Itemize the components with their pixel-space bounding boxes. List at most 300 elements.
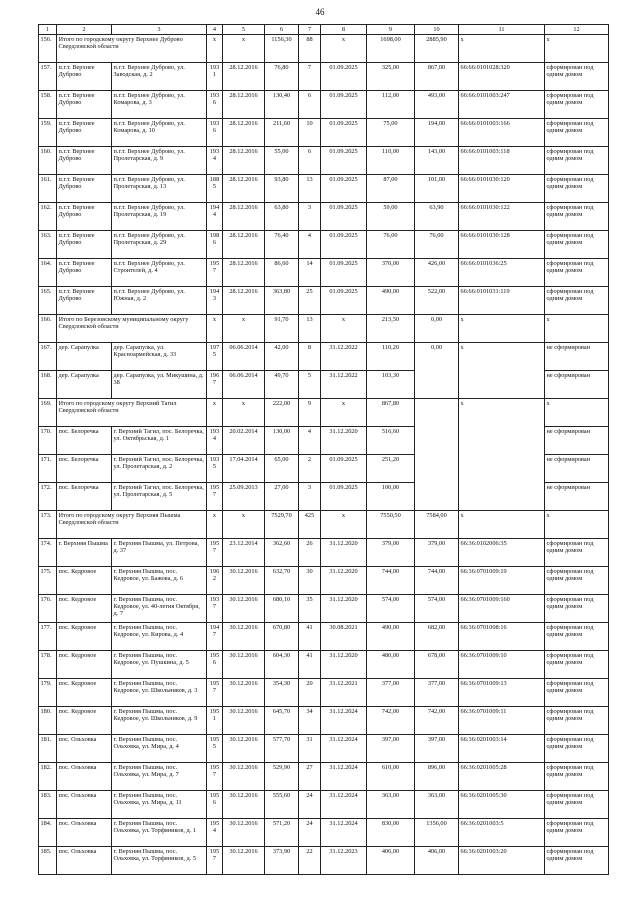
table-row [39, 847, 609, 875]
table-row [39, 259, 609, 287]
cell-count: 13 [299, 315, 321, 343]
cell-area: 86,60 [265, 259, 299, 287]
cell-value-10: 896,00 [415, 763, 459, 791]
cell-year: 1956 [207, 791, 223, 819]
cell-locality: пос. Ольховка [57, 791, 112, 819]
cell-value-9: 112,00 [367, 91, 415, 119]
cell-number: 159. [39, 119, 57, 147]
cell-area: 130,40 [265, 91, 299, 119]
cell-area: 577,70 [265, 735, 299, 763]
cell-deadline: х [321, 511, 367, 539]
cell-value-9: 406,00 [367, 847, 415, 875]
cell-value-10: 2885,90 [415, 35, 459, 63]
cell-area: 49,70 [265, 371, 299, 399]
cell-cadastral: 66:66:0101003:118 [459, 147, 545, 175]
cell-year: 1944 [207, 203, 223, 231]
cell-number: 161. [39, 175, 57, 203]
cell-date: 17.04.2014 [223, 455, 265, 483]
cell-value-9: 363,00 [367, 791, 415, 819]
cell-year: х [207, 35, 223, 63]
cell-deadline: 31.12.2022 [321, 371, 367, 399]
cell-locality: дер. Сарапулка [57, 371, 112, 399]
cell-date: 20.02.2014 [223, 427, 265, 455]
table-row [39, 539, 609, 567]
cell-number: 165. [39, 287, 57, 315]
cell-date: 23.12.2014 [223, 539, 265, 567]
cell-deadline: 01.09.2025 [321, 63, 367, 91]
cell-year: 1955 [207, 735, 223, 763]
cell-value-9: 574,00 [367, 595, 415, 623]
cell-locality: пос. Ольховка [57, 735, 112, 763]
table-row [39, 651, 609, 679]
cell-value-9: 490,00 [367, 287, 415, 315]
cell-area: 363,80 [265, 287, 299, 315]
cell-locality: пос. Кедровое [57, 623, 112, 651]
table-row [39, 315, 609, 343]
cell-locality: пос. Кедровое [57, 651, 112, 679]
cell-status: не сформирован [545, 455, 609, 483]
cell-count: 26 [299, 539, 321, 567]
cell-area: 76,80 [265, 63, 299, 91]
table-row [39, 595, 609, 623]
table-row [39, 287, 609, 315]
cell-area: 91,70 [265, 315, 299, 343]
table-row [39, 399, 609, 427]
cell-value-10: 1356,00 [415, 819, 459, 847]
cell-address: п.г.т. Верхнее Дуброво, ул. Пролетарская, д. 13 [112, 175, 207, 203]
cell-deadline: 31.12.2020 [321, 595, 367, 623]
cell-area: 42,00 [265, 343, 299, 371]
cell-area: 222,00 [265, 399, 299, 427]
cell-count: 5 [299, 371, 321, 399]
cell-cadastral: 66:66:0101003:247 [459, 91, 545, 119]
cell-year: 1943 [207, 287, 223, 315]
table-body [39, 35, 609, 875]
cell-area: 65,00 [265, 455, 299, 483]
cell-number: 163. [39, 231, 57, 259]
cell-address: г. Верхняя Пышма, пос. Кедровое, ул. Пушкина, д. 5 [112, 651, 207, 679]
cell-value-10: 377,00 [415, 679, 459, 707]
cell-locality: п.г.т. Верхнее Дуброво [57, 175, 112, 203]
cell-number: 169. [39, 399, 57, 427]
cell-locality: п.г.т. Верхнее Дуброво [57, 259, 112, 287]
cell-status: не сформирован [545, 371, 609, 399]
cell-deadline: 01.09.2025 [321, 119, 367, 147]
cell-number: 179. [39, 679, 57, 707]
cell-value-9: 744,00 [367, 567, 415, 595]
cell-value-9: 830,00 [367, 819, 415, 847]
cell-status: сформирован под одним домом [545, 91, 609, 119]
cell-number: 185. [39, 847, 57, 875]
cell-locality: п.г.т. Верхнее Дуброво [57, 147, 112, 175]
cell-date: х [223, 511, 265, 539]
cell-year: 1934 [207, 427, 223, 455]
cell-deadline: х [321, 399, 367, 427]
cell-date: 06.06.2014 [223, 371, 265, 399]
cell-address: г. Верхний Тагил, пос. Белоречка, ул. Пролетарская, д. 5 [112, 483, 207, 511]
cell-value-9: 867,80 [367, 399, 415, 427]
cell-count: 7 [299, 63, 321, 91]
cell-date: 06.06.2014 [223, 343, 265, 371]
table-row [39, 91, 609, 119]
cell-locality: пос. Кедровое [57, 567, 112, 595]
cell-count: 22 [299, 847, 321, 875]
cell-area: 529,90 [265, 763, 299, 791]
cell-status: сформирован под одним домом [545, 707, 609, 735]
column-header-10: 10 [415, 25, 459, 35]
cell-address: г. Верхняя Пышма, пос. Ольховка, ул. Торфяников, д. 1 [112, 819, 207, 847]
cell-value-9: 377,00 [367, 679, 415, 707]
cell-status: сформирован под одним домом [545, 539, 609, 567]
cell-value-9: 516,60 [367, 427, 415, 455]
cell-status: сформирован под одним домом [545, 567, 609, 595]
cell-number: 184. [39, 819, 57, 847]
cell-status: сформирован под одним домом [545, 203, 609, 231]
cell-count: 41 [299, 651, 321, 679]
cell-deadline: 31.12.2020 [321, 427, 367, 455]
cell-status: сформирован под одним домом [545, 651, 609, 679]
cell-count: 8 [299, 343, 321, 371]
cell-year: 1967 [207, 371, 223, 399]
cell-value-9: 397,00 [367, 735, 415, 763]
cell-area: 645,70 [265, 707, 299, 735]
cell-deadline: 01.09.2025 [321, 91, 367, 119]
cell-date: х [223, 315, 265, 343]
cell-value-9: 379,00 [367, 539, 415, 567]
cell-number: 170. [39, 427, 57, 455]
cell-area: 670,80 [265, 623, 299, 651]
cell-area: 680,10 [265, 595, 299, 623]
table-row [39, 707, 609, 735]
table-row [39, 231, 609, 259]
cell-count: 35 [299, 595, 321, 623]
cell-number: 166. [39, 315, 57, 343]
cell-count: 20 [299, 679, 321, 707]
cell-count: 41 [299, 623, 321, 651]
cell-status: сформирован под одним домом [545, 595, 609, 623]
cell-count: 4 [299, 231, 321, 259]
cell-year: 1936 [207, 119, 223, 147]
table-row [39, 735, 609, 763]
cell-area: 362,60 [265, 539, 299, 567]
cell-cadastral: 66:66:0101028:320 [459, 63, 545, 91]
cell-locality: пос. Белоречка [57, 427, 112, 455]
cell-address: г. Верхняя Пышма, пос. Кедровое, ул. Школьников, д. 9 [112, 707, 207, 735]
column-header-1: 1 [39, 25, 57, 35]
cell-count: 27 [299, 763, 321, 791]
cell-status: сформирован под одним домом [545, 119, 609, 147]
cell-count: 88 [299, 35, 321, 63]
cell-count: 34 [299, 707, 321, 735]
cell-deadline: 31.12.2022 [321, 343, 367, 371]
cell-deadline: 01.09.2025 [321, 287, 367, 315]
cell-year: 1956 [207, 651, 223, 679]
cell-deadline: 31.12.2024 [321, 791, 367, 819]
cell-total-label: Итого по городскому округу Верхнее Дуброво Свердловской области [57, 35, 207, 63]
cell-number: 171. [39, 455, 57, 483]
cell-year: 1957 [207, 483, 223, 511]
cell-date: 30.12.2016 [223, 623, 265, 651]
cell-locality: пос. Белоречка [57, 483, 112, 511]
cell-total-label: Итого по городскому округу Верхняя Пышма Свердловской области [57, 511, 207, 539]
cell-status: х [545, 315, 609, 343]
cell-number: 173. [39, 511, 57, 539]
cell-value-10: 742,00 [415, 707, 459, 735]
cell-count: 13 [299, 175, 321, 203]
cell-date: 28.12.2016 [223, 175, 265, 203]
cell-address: г. Верхняя Пышма, пос. Кедровое, ул. Кирова, д. 4 [112, 623, 207, 651]
cell-count: 6 [299, 147, 321, 175]
cell-status: не сформирован [545, 427, 609, 455]
cell-locality: г. Верхняя Пышма [57, 539, 112, 567]
cell-year: х [207, 399, 223, 427]
cell-cadastral: 66:66:0101036:25 [459, 259, 545, 287]
cell-year: 1975 [207, 343, 223, 371]
registry-table [38, 24, 609, 875]
cell-deadline: 01.09.2025 [321, 147, 367, 175]
cell-number: 157. [39, 63, 57, 91]
cell-year: х [207, 511, 223, 539]
cell-number: 168. [39, 371, 57, 399]
cell-status: сформирован под одним домом [545, 735, 609, 763]
cell-locality: пос. Белоречка [57, 455, 112, 483]
cell-locality: п.г.т. Верхнее Дуброво [57, 63, 112, 91]
cell-status: сформирован под одним домом [545, 819, 609, 847]
cell-value-9: 100,00 [367, 483, 415, 511]
cell-total-label: Итого по городскому округу Верхний Тагил Свердловской области [57, 399, 207, 427]
cell-deadline: 01.09.2025 [321, 483, 367, 511]
cell-deadline: 01.09.2025 [321, 175, 367, 203]
cell-count: 9 [299, 399, 321, 427]
table-row [39, 343, 609, 371]
cell-locality: п.г.т. Верхнее Дуброво [57, 203, 112, 231]
cell-status: сформирован под одним домом [545, 287, 609, 315]
cell-locality: пос. Ольховка [57, 763, 112, 791]
cell-count: 24 [299, 819, 321, 847]
cell-locality: п.г.т. Верхнее Дуброво [57, 287, 112, 315]
cell-value-9: 1698,00 [367, 35, 415, 63]
cell-number: 158. [39, 91, 57, 119]
cell-address: г. Верхняя Пышма, пос. Кедровое, ул. Школьников, д. 3 [112, 679, 207, 707]
cell-value-10: 7584,00 [415, 511, 459, 539]
cell-count: 25 [299, 287, 321, 315]
cell-address: дер. Сарапулка, ул. Микушина, д. 38 [112, 371, 207, 399]
table-row [39, 511, 609, 539]
cell-value-10: 363,00 [415, 791, 459, 819]
cell-year: 1986 [207, 231, 223, 259]
cell-area: 93,80 [265, 175, 299, 203]
cell-count: 6 [299, 91, 321, 119]
cell-date: 28.12.2016 [223, 203, 265, 231]
cell-address: п.г.т. Верхнее Дуброво, ул. Пролетарская, д. 19 [112, 203, 207, 231]
cell-address: г. Верхний Тагил, пос. Белоречка, ул. Пролетарская, д. 2 [112, 455, 207, 483]
column-header-9: 9 [367, 25, 415, 35]
cell-total-label: Итого по Березовскому муниципальному округу Свердловской области [57, 315, 207, 343]
cell-area: 63,80 [265, 203, 299, 231]
cell-date: 30.12.2016 [223, 707, 265, 735]
cell-address: г. Верхняя Пышма, пос. Кедровое, ул. 40-летия Октября, д. 7 [112, 595, 207, 623]
cell-value-9: 110,20 [367, 343, 415, 371]
cell-date: х [223, 35, 265, 63]
table-row [39, 791, 609, 819]
cell-year: 1947 [207, 623, 223, 651]
cell-value-10: 682,00 [415, 623, 459, 651]
cell-value-10: 143,00 [415, 147, 459, 175]
cell-count: 3 [299, 483, 321, 511]
cell-year: 1936 [207, 91, 223, 119]
column-header-11: 11 [459, 25, 545, 35]
cell-value-9: 87,00 [367, 175, 415, 203]
cell-date: 28.12.2016 [223, 287, 265, 315]
cell-status: сформирован под одним домом [545, 231, 609, 259]
cell-count: 14 [299, 259, 321, 287]
cell-deadline: 01.09.2025 [321, 231, 367, 259]
column-number-row [39, 25, 609, 35]
cell-area: 571,20 [265, 819, 299, 847]
cell-deadline: 31.12.2020 [321, 567, 367, 595]
cell-number: 156. [39, 35, 57, 63]
column-header-8: 8 [321, 25, 367, 35]
cell-number: 182. [39, 763, 57, 791]
cell-address: п.г.т. Верхнее Дуброво, ул. Комарова, д. 10 [112, 119, 207, 147]
cell-value-10: 101,00 [415, 175, 459, 203]
column-header-7: 7 [299, 25, 321, 35]
cell-year: 1934 [207, 147, 223, 175]
cell-cadastral: 66:36:0701009:10 [459, 651, 545, 679]
cell-area: 27,00 [265, 483, 299, 511]
cell-value-9: 103,30 [367, 371, 415, 399]
cell-date: 30.12.2016 [223, 679, 265, 707]
cell-locality: п.г.т. Верхнее Дуброво [57, 91, 112, 119]
cell-deadline: х [321, 315, 367, 343]
cell-cadastral: 66:36:0701008:16 [459, 623, 545, 651]
cell-address: г. Верхняя Пышма, ул. Петрова, д. 37 [112, 539, 207, 567]
cell-status: сформирован под одним домом [545, 259, 609, 287]
cell-address: дер. Сарапулка, ул. Красноармейская, д. 33 [112, 343, 207, 371]
cell-number: 164. [39, 259, 57, 287]
cell-address: г. Верхняя Пышма, пос. Кедровое, ул. Бажова, д. 6 [112, 567, 207, 595]
cell-status: сформирован под одним домом [545, 679, 609, 707]
cell-number: 175. [39, 567, 57, 595]
cell-value-9: 742,00 [367, 707, 415, 735]
cell-value-10: 522,00 [415, 287, 459, 315]
cell-locality: п.г.т. Верхнее Дуброво [57, 231, 112, 259]
cell-area: 211,60 [265, 119, 299, 147]
cell-value-10: 493,00 [415, 91, 459, 119]
cell-number: 180. [39, 707, 57, 735]
cell-year: 1957 [207, 763, 223, 791]
cell-deadline: 30.08.2021 [321, 623, 367, 651]
cell-date: 28.12.2016 [223, 119, 265, 147]
cell-number: 167. [39, 343, 57, 371]
cell-address: г. Верхний Тагил, пос. Белоречка, ул. Октябрьская, д. 1 [112, 427, 207, 455]
cell-status: сформирован под одним домом [545, 791, 609, 819]
cell-address: г. Верхняя Пышма, пос. Ольховка, ул. Мира, д. 7 [112, 763, 207, 791]
cell-cadastral: 66:36:0201003:5 [459, 819, 545, 847]
table-row [39, 819, 609, 847]
cell-address: г. Верхняя Пышма, пос. Ольховка, ул. Торфяников, д. 5 [112, 847, 207, 875]
cell-date: 30.12.2016 [223, 819, 265, 847]
cell-value-10: 426,00 [415, 259, 459, 287]
cell-area: 130,00 [265, 427, 299, 455]
cell-cadastral: 66:36:0201005:28 [459, 763, 545, 791]
table-row [39, 567, 609, 595]
cell-count: 24 [299, 791, 321, 819]
cell-deadline: 31.12.2020 [321, 651, 367, 679]
cell-value-10: 76,00 [415, 231, 459, 259]
cell-cadastral: 66:36:0701009:19 [459, 567, 545, 595]
cell-address: п.г.т. Верхнее Дуброво, ул. Южная, д. 2 [112, 287, 207, 315]
cell-number: 172. [39, 483, 57, 511]
cell-date: 25.09.2013 [223, 483, 265, 511]
cell-area: 7529,70 [265, 511, 299, 539]
cell-cadastral: 66:36:0201003:14 [459, 735, 545, 763]
cell-value-10: 379,00 [415, 539, 459, 567]
cell-deadline: 01.09.2025 [321, 455, 367, 483]
cell-number: 176. [39, 595, 57, 623]
cell-date: 28.12.2016 [223, 231, 265, 259]
cell-year: 1937 [207, 595, 223, 623]
cell-cadastral: 66:36:0701009:11 [459, 707, 545, 735]
cell-year: 1957 [207, 259, 223, 287]
cell-area: 632,70 [265, 567, 299, 595]
cell-cadastral: 66:36:0201003:20 [459, 847, 545, 875]
cell-value-9: 610,00 [367, 763, 415, 791]
cell-address: п.г.т. Верхнее Дуброво, ул. Заводская, д. 2 [112, 63, 207, 91]
table-row [39, 175, 609, 203]
cell-year: 1931 [207, 63, 223, 91]
cell-number: 178. [39, 651, 57, 679]
cell-deadline: 01.09.2025 [321, 259, 367, 287]
cell-count: 2 [299, 455, 321, 483]
cell-address: г. Верхняя Пышма, пос. Ольховка, ул. Мира, д. 11 [112, 791, 207, 819]
cell-date: 30.12.2016 [223, 651, 265, 679]
cell-area: 604,30 [265, 651, 299, 679]
cell-area: 76,40 [265, 231, 299, 259]
cell-value-10: 574,00 [415, 595, 459, 623]
cell-year: 1954 [207, 819, 223, 847]
column-header-5: 5 [223, 25, 265, 35]
cell-count: 31 [299, 735, 321, 763]
cell-value-9: 480,00 [367, 651, 415, 679]
cell-number: 183. [39, 791, 57, 819]
cell-deadline: 31.12.2024 [321, 735, 367, 763]
cell-cadastral: 66:66:0101030:128 [459, 231, 545, 259]
cell-year: 1957 [207, 679, 223, 707]
cell-number: 160. [39, 147, 57, 175]
table-header [39, 25, 609, 35]
column-header-2: 2 [57, 25, 112, 35]
cell-deadline: х [321, 35, 367, 63]
cell-status: х [545, 35, 609, 63]
cell-cadastral: 66:66:0101030:122 [459, 203, 545, 231]
table-row [39, 623, 609, 651]
cell-date: 28.12.2016 [223, 147, 265, 175]
cell-value-9: 490,00 [367, 623, 415, 651]
cell-value-9: 110,00 [367, 147, 415, 175]
cell-value-9: 75,00 [367, 119, 415, 147]
cell-number: 177. [39, 623, 57, 651]
cell-area: 55,00 [265, 147, 299, 175]
cell-date: 28.12.2016 [223, 91, 265, 119]
cell-cadastral: 66:66:0101031:119 [459, 287, 545, 315]
column-header-3: 3 [112, 25, 207, 35]
cell-year: 1957 [207, 847, 223, 875]
cell-address: п.г.т. Верхнее Дуброво, ул. Строителей, д. 4 [112, 259, 207, 287]
cell-value-10: 63,90 [415, 203, 459, 231]
cell-year: 1957 [207, 539, 223, 567]
cell-year: 1962 [207, 567, 223, 595]
